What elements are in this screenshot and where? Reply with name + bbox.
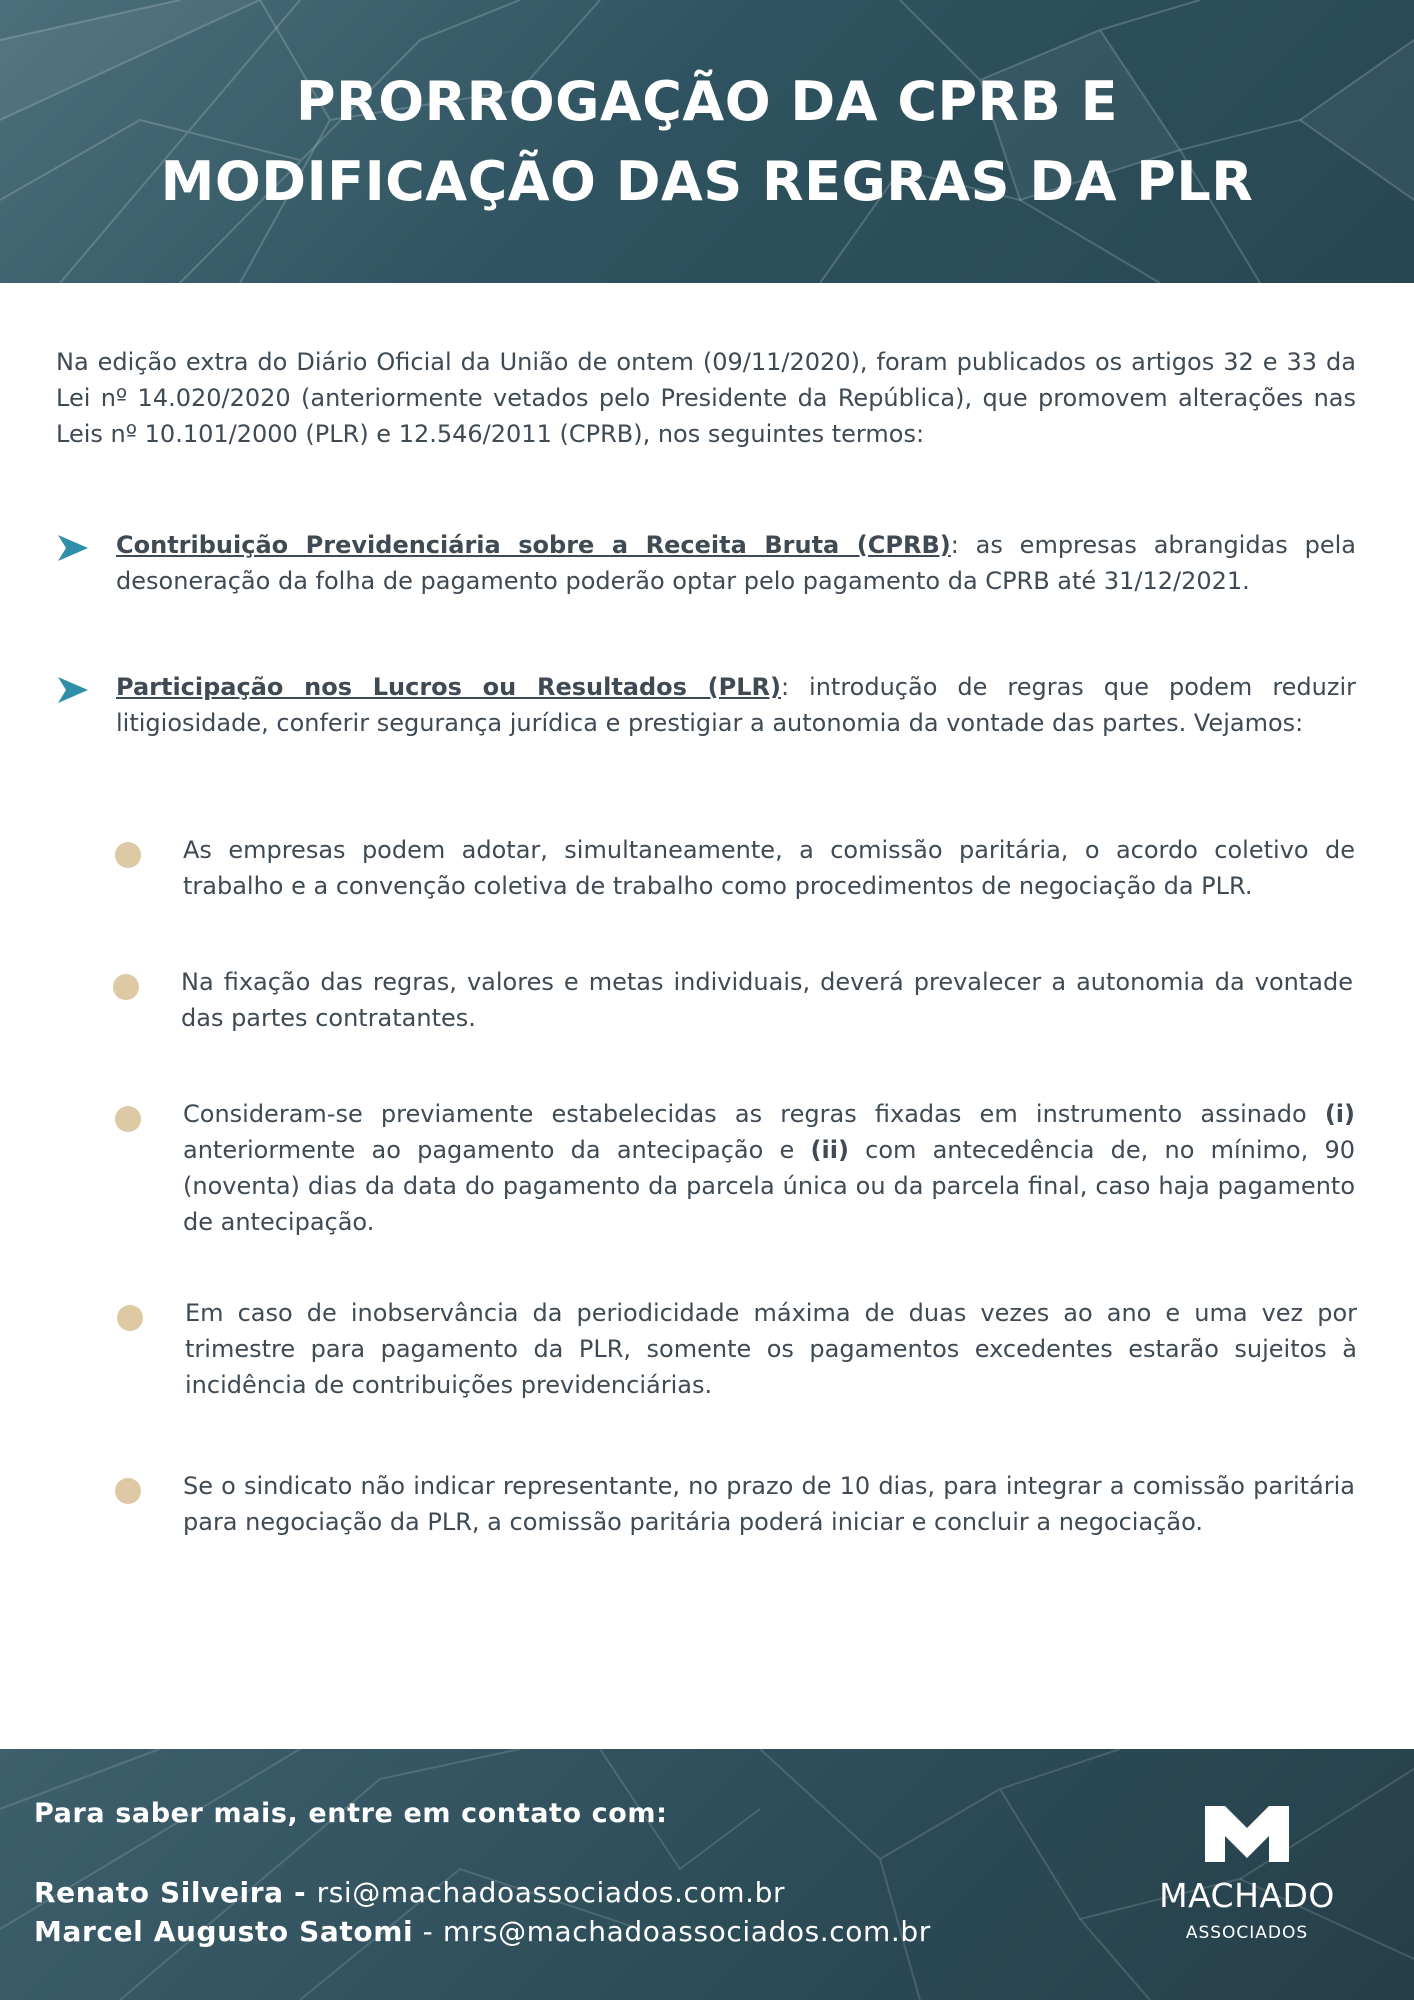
topic-plr [56,669,1356,741]
circle-bullet-icon [115,842,141,868]
page-title [0,62,1414,222]
list-item: Consideram-se previamente estabelecidas as regras fixadas em instrumento assinado (i) anteriormente ao pagamento da antecipação e (ii) com antecedência de, no mínimo, 90 (noventa) dias da data do pagamento da parcela única ou da parcela final, caso haja pagamento de antecipação. [115,1096,1355,1240]
circle-bullet-icon [115,1106,141,1132]
contact-heading: Para saber mais, entre em contato com: [34,1798,668,1829]
list-item: As empresas podem adotar, simultaneamente, a comissão paritária, o acordo coletivo de trabalho e a convenção coletiva de trabalho como procedimentos de negociação da PLR. [115,832,1355,904]
list-item: Se o sindicato não indicar representante, no prazo de 10 dias, para integrar a comissão paritária para negociação da PLR, a comissão paritária poderá iniciar e concluir a negociação. [115,1468,1355,1540]
list-item: Na fixação das regras, valores e metas individuais, deverá prevalecer a autonomia da vontade das partes contratantes. [113,964,1353,1036]
topic-title: Participação nos Lucros ou Resultados (PLR) [116,673,781,701]
logo-name: MACHADO [1159,1876,1335,1915]
circle-bullet-icon [113,974,139,1000]
logo-subtitle: ASSOCIADOS [1185,1923,1309,1943]
circle-bullet-icon [117,1305,143,1331]
header-banner [0,0,1414,283]
arrow-bullet-icon [56,675,90,705]
title-line-2: MODIFICAÇÃO DAS REGRAS DA PLR [160,150,1254,213]
contact-renato [34,1873,785,1913]
arrow-bullet-icon [56,533,90,563]
contact-email-link[interactable]: rsi@machadoassociados.com.br [316,1876,786,1909]
contact-email-link[interactable]: mrs@machadoassociados.com.br [442,1915,931,1948]
contact-marcel: Marcel Augusto Satomi - mrs@machadoassociados.com.br [34,1915,931,1948]
topic-description: : as empresas abrangidas pela desoneração da folha de pagamento poderão optar pelo pagamento da CPRB até 31/12/2021. [116,531,1356,595]
circle-bullet-icon [115,1478,141,1504]
intro-paragraph: Na edição extra do Diário Oficial da União de ontem (09/11/2020), foram publicados os artigos 32 e 33 da Lei nº 14.020/2020 (anteriormente vetados pelo Presidente da República), que promovem alterações nas Leis nº 10.101/2000 (PLR) e 12.546/2011 (CPRB), nos seguintes termos: [56,348,1356,448]
contact-name: Renato Silveira - [34,1876,317,1909]
list-item: Em caso de inobservância da periodicidade máxima de duas vezes ao ano e uma vez por trimestre para pagamento da PLR, somente os pagamentos excedentes estarão sujeitos à incidência de contribuições previdenciárias. [117,1295,1357,1403]
topic-description: : introdução de regras que podem reduzir litigiosidade, conferir segurança jurídica e prestigiar a autonomia da vontade das partes. Vejamos: [116,673,1356,737]
machado-logo-icon [1205,1806,1289,1862]
title-line-1: PRORROGAÇÃO DA CPRB E [296,70,1118,133]
contact-name: Marcel Augusto Satomi [34,1915,414,1948]
topic-cprb [56,527,1356,599]
topic-title: Contribuição Previdenciária sobre a Receita Bruta (CPRB) [116,531,951,559]
